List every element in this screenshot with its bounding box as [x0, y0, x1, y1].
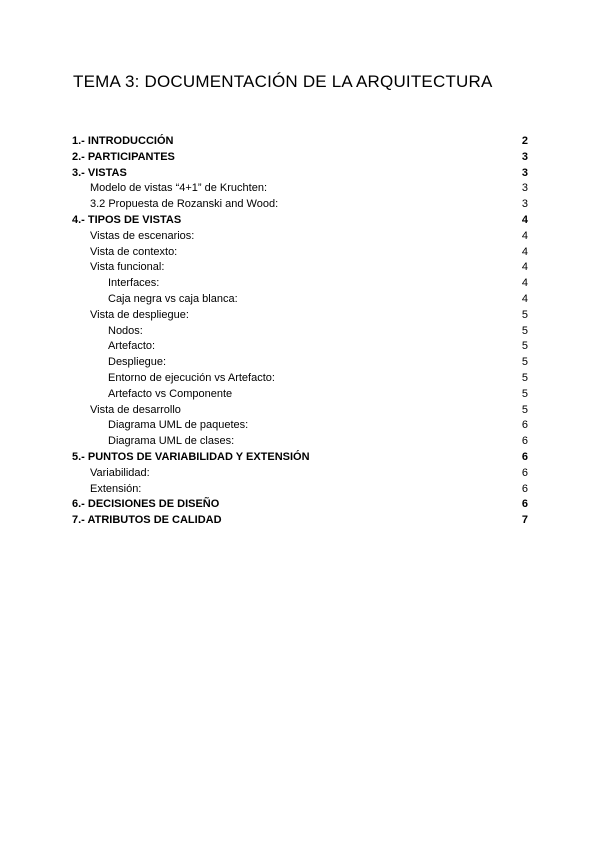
toc-entry-page: 6 [521, 419, 528, 432]
toc-entry-page: 6 [521, 450, 528, 463]
toc-entry[interactable] [72, 134, 528, 150]
toc-entry[interactable] [72, 450, 528, 466]
toc-entry-page: 2 [521, 135, 528, 147]
toc-entry[interactable] [72, 434, 528, 450]
toc-entry-page: 4 [521, 292, 528, 305]
toc-entry-page: 4 [521, 229, 528, 242]
toc-entry-page: 4 [521, 245, 528, 258]
toc-entry-label: Diagrama UML de paquetes: [108, 419, 249, 432]
table-of-contents [72, 134, 528, 529]
toc-entry[interactable] [72, 513, 528, 529]
toc-entry[interactable] [72, 276, 528, 292]
toc-entry-page: 4 [521, 213, 528, 226]
toc-entry-label: 2.- PARTICIPANTES [72, 150, 175, 163]
toc-entry-label: Artefacto: [108, 340, 156, 353]
toc-entry[interactable] [72, 403, 528, 419]
toc-entry-label: 6.- DECISIONES DE DISEÑO [72, 498, 220, 511]
toc-entry-page: 5 [521, 356, 528, 369]
toc-entry-label: Extensión: [90, 482, 142, 495]
toc-entry-page: 3 [521, 198, 528, 211]
toc-entry-page: 4 [521, 277, 528, 290]
toc-entry-page: 6 [521, 482, 528, 495]
toc-entry-page: 3 [521, 150, 528, 163]
toc-entry[interactable] [72, 292, 528, 308]
toc-entry-page: 5 [521, 340, 528, 353]
toc-entry-label: 5.- PUNTOS DE VARIABILIDAD Y EXTENSIÓN [72, 450, 310, 463]
toc-entry-page: 5 [521, 308, 528, 321]
toc-entry-page: 6 [521, 435, 528, 448]
toc-entry-label: Vista de desarrollo [90, 403, 181, 416]
toc-entry[interactable] [72, 308, 528, 324]
toc-entry-label: Nodos: [108, 324, 143, 337]
toc-entry-label: 3.2 Propuesta de Rozanski and Wood: [90, 198, 279, 211]
toc-entry-label: 4.- TIPOS DE VISTAS [72, 213, 182, 226]
toc-entry-label: Vista funcional: [90, 261, 165, 274]
toc-entry[interactable] [72, 339, 528, 355]
toc-entry-page: 3 [521, 166, 528, 179]
toc-entry-label: 1.- INTRODUCCIÓN [72, 135, 174, 147]
toc-entry[interactable] [72, 197, 528, 213]
toc-entry-label: Vista de despliegue: [90, 308, 189, 321]
toc-entry-label: 7.- ATRIBUTOS DE CALIDAD [72, 514, 222, 527]
toc-entry-label: 3.- VISTAS [72, 166, 127, 179]
toc-entry[interactable] [72, 466, 528, 482]
toc-entry[interactable] [72, 482, 528, 498]
toc-entry[interactable] [72, 213, 528, 229]
toc-entry-page: 4 [521, 261, 528, 274]
toc-entry-page: 7 [521, 514, 528, 527]
toc-entry[interactable] [72, 229, 528, 245]
toc-entry-label: Diagrama UML de clases: [108, 435, 235, 448]
toc-entry-page: 5 [521, 403, 528, 416]
toc-entry[interactable] [72, 245, 528, 261]
toc-entry[interactable] [72, 260, 528, 276]
toc-entry-label: Interfaces: [108, 277, 160, 290]
toc-entry-label: Modelo de vistas “4+1” de Kruchten: [90, 182, 268, 195]
toc-entry[interactable] [72, 355, 528, 371]
toc-entry-page: 5 [521, 387, 528, 400]
document-title: TEMA 3: DOCUMENTACIÓN DE LA ARQUITECTURA [73, 72, 493, 91]
toc-entry[interactable] [72, 371, 528, 387]
toc-entry-label: Vistas de escenarios: [90, 229, 195, 242]
toc-entry[interactable] [72, 181, 528, 197]
toc-entry-page: 6 [521, 498, 528, 511]
toc-entry[interactable] [72, 387, 528, 403]
toc-entry[interactable] [72, 497, 528, 513]
toc-entry-page: 3 [521, 182, 528, 195]
toc-entry-label: Artefacto vs Componente [108, 387, 233, 400]
toc-entry-label: Despliegue: [108, 356, 167, 369]
toc-entry-page: 5 [521, 324, 528, 337]
toc-entry[interactable] [72, 324, 528, 340]
toc-entry-label: Entorno de ejecución vs Artefacto: [108, 371, 275, 384]
toc-entry[interactable] [72, 150, 528, 166]
toc-entry-label: Caja negra vs caja blanca: [108, 292, 238, 305]
toc-entry-label: Variabilidad: [90, 466, 150, 479]
toc-entry-page: 5 [521, 371, 528, 384]
toc-entry-label: Vista de contexto: [90, 245, 178, 258]
toc-entry[interactable] [72, 166, 528, 182]
toc-entry-page: 6 [521, 466, 528, 479]
toc-entry[interactable] [72, 418, 528, 434]
